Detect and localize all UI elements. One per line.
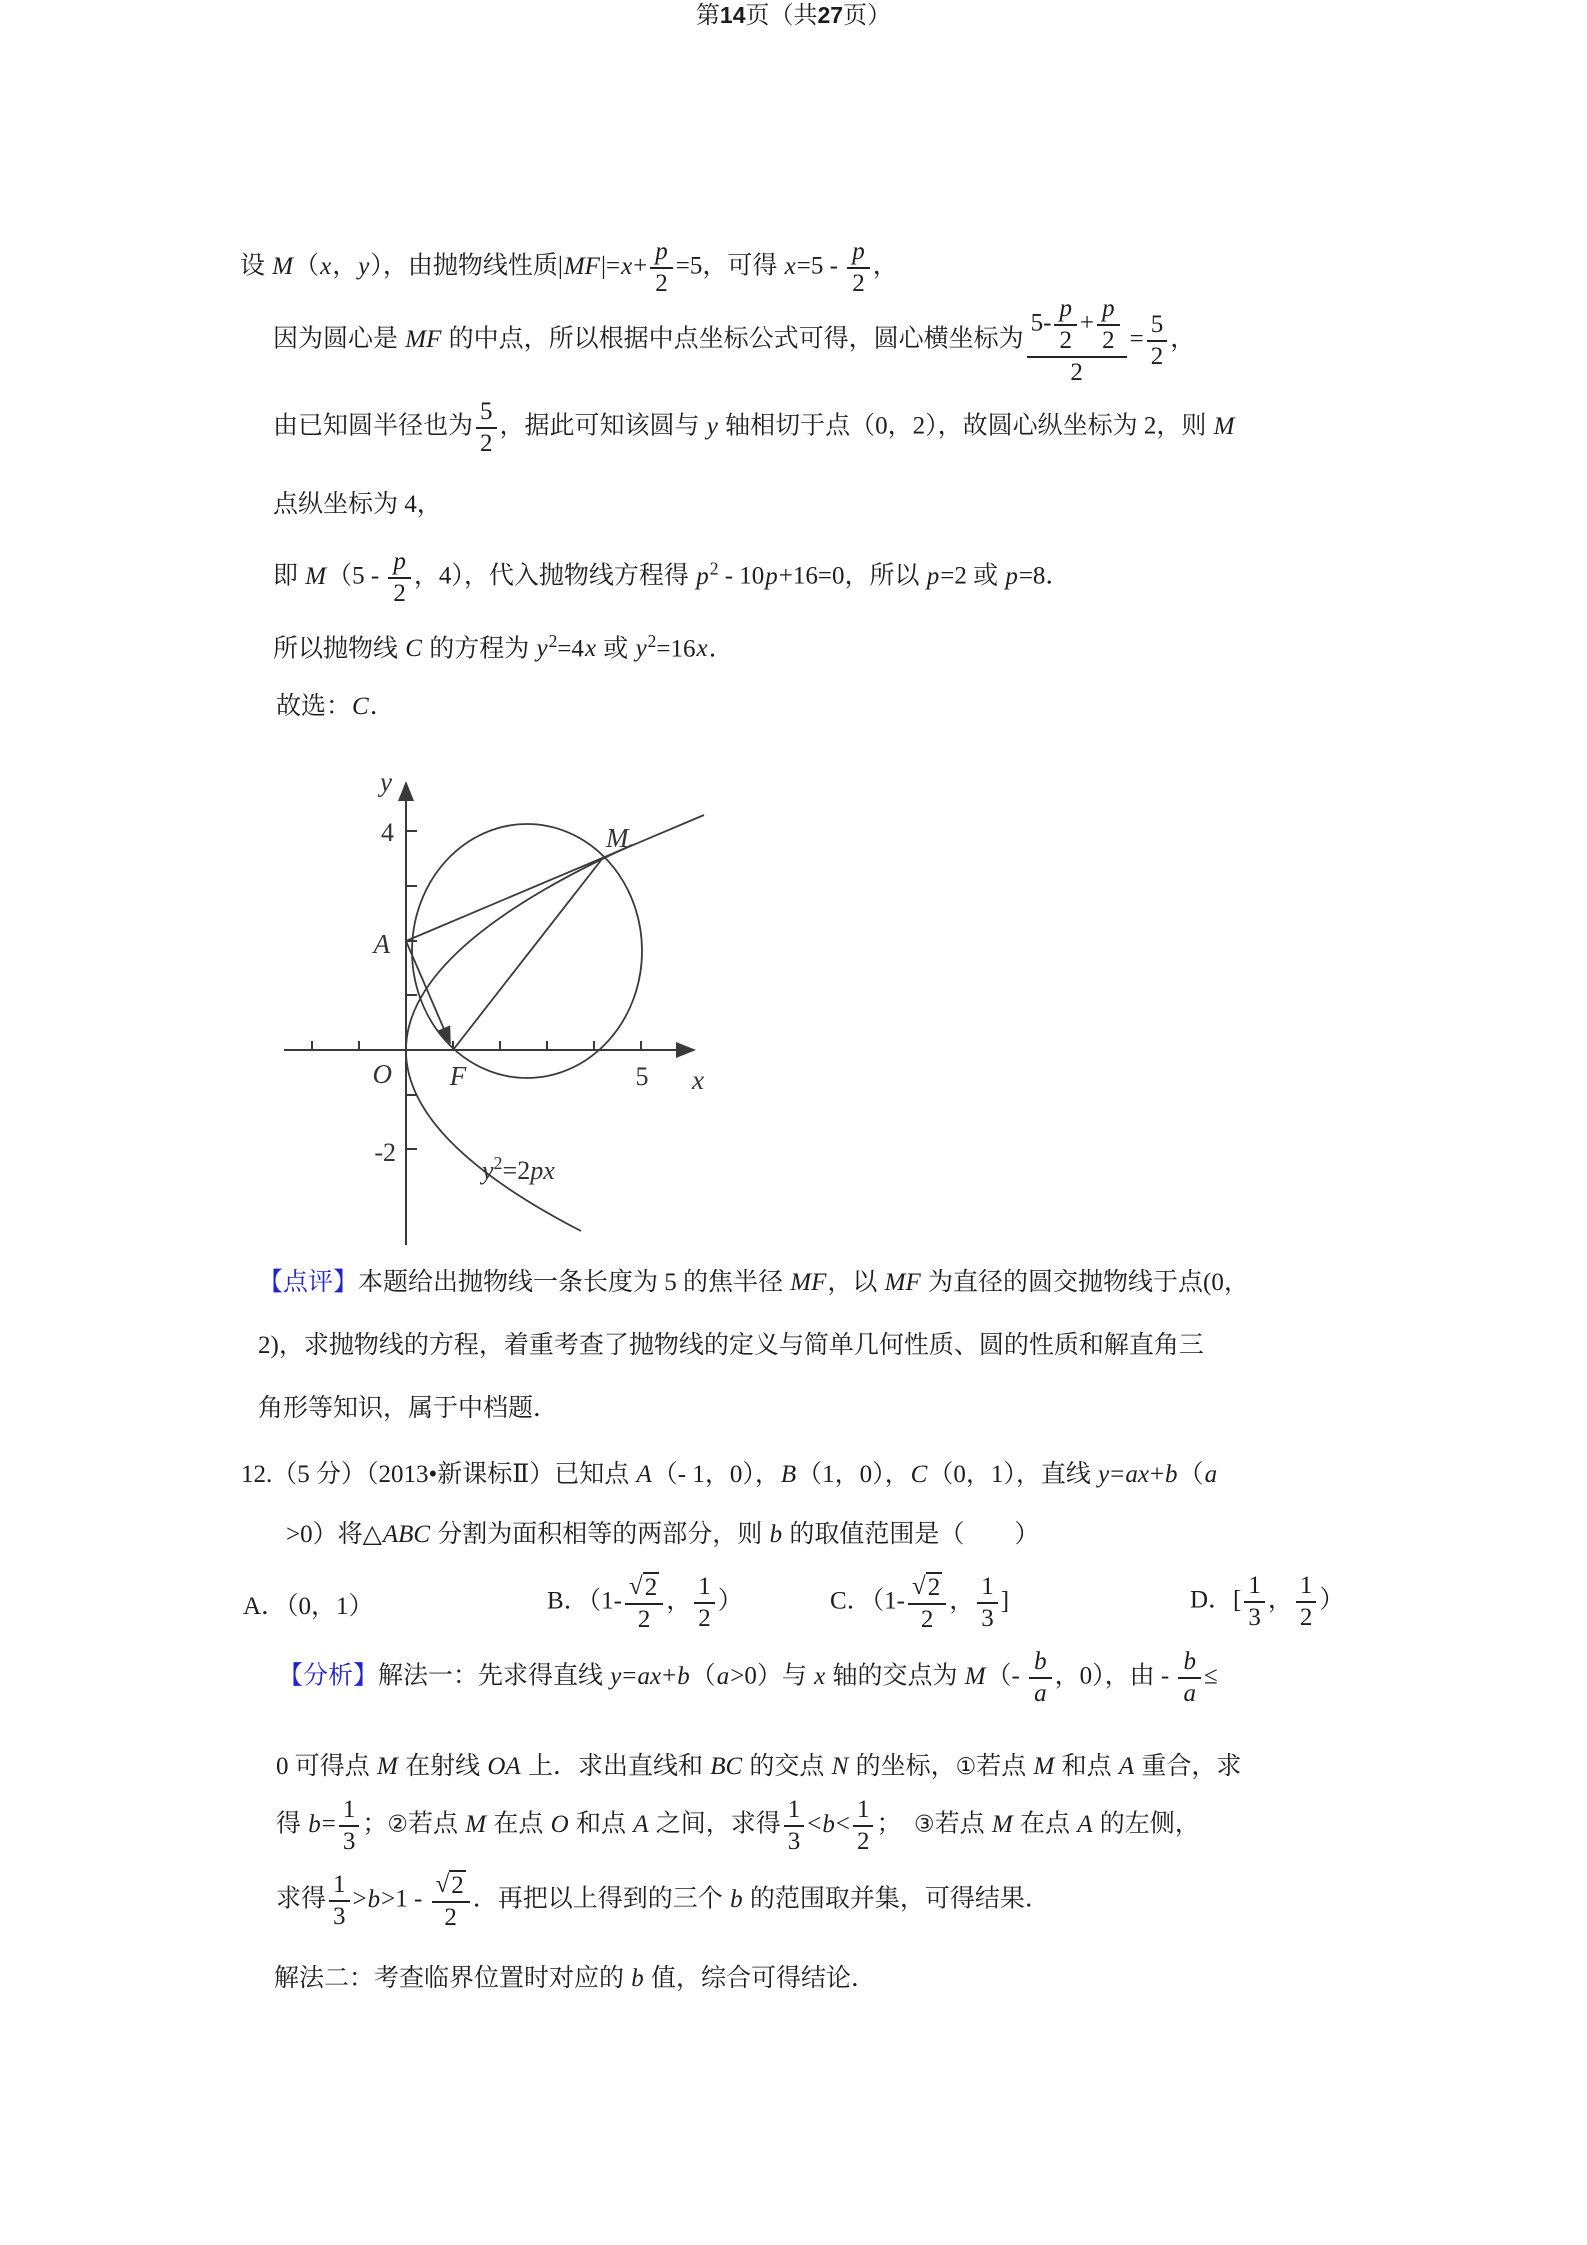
solution-line-1: 设 M（x，y），由抛物线性质|MF|=x+ $\frac{p}{2}$ =5，可得 x=5 - $\frac{p}{2}$ ， — [240, 238, 898, 297]
problem-12-line-1: 12.（5 分）（2013•新课标Ⅱ）已知点 A（- 1，0），B（1，0），C（0，1），直线 y=ax+b（a — [241, 1461, 1218, 1488]
parabola-circle-figure — [280, 763, 720, 1255]
tick-label-neg2: -2 — [374, 1138, 396, 1167]
solution-answer: 故选：C． — [276, 693, 395, 720]
comment-line-3: 角形等知识，属于中档题． — [258, 1395, 559, 1422]
line-A-M-extended — [406, 815, 704, 941]
option-c: C．（1- $\frac{√2}{2}$ ， $\frac{1}{3}$ ] — [830, 1573, 1010, 1633]
tick-label-4: 4 — [381, 818, 394, 847]
figure-canvas — [280, 763, 720, 1255]
page-number-footer: 第14页（共27页） — [695, 2, 892, 29]
focus-label: F — [449, 1061, 467, 1091]
solution-line-4: 点纵坐标为 4， — [273, 491, 442, 518]
origin-label: O — [372, 1059, 392, 1089]
x-axis-label: x — [692, 1065, 704, 1095]
option-d: D．[ $\frac{1}{3}$ ， $\frac{1}{2}$ ） — [1190, 1572, 1345, 1631]
circle-MF-diameter — [412, 824, 642, 1078]
option-b: B．（1- $\frac{√2}{2}$ ， $\frac{1}{2}$ ） — [547, 1573, 743, 1633]
analysis-line-1: 【分析】解法一：先求得直线 y=ax+b（a>0）与 x 轴的交点为 M（- $\frac{b}{a}$ ，0），由 - $\frac{b}{a}$ ≤ — [278, 1648, 1218, 1707]
option-a: A．（0，1） — [243, 1593, 374, 1620]
line-F-M — [453, 859, 602, 1050]
solution-line-5: 即 M（5 - $\frac{p}{2}$ ，4），代入抛物线方程得 $p^2 - 10p+16=0$，所以 p=2 或 p=8． — [273, 548, 1071, 607]
x-axis-ticks — [312, 1041, 641, 1050]
line-A-F — [406, 941, 450, 1043]
tick-label-5: 5 — [635, 1062, 649, 1091]
point-label-A: A — [373, 929, 390, 959]
solution-line-3: 由已知圆半径也为 $\frac{5}{2}$ ，据此可知该圆与 y 轴相切于点（0，2），故圆心纵坐标为 2，则 M — [273, 398, 1235, 457]
analysis-line-3: 得 b= $\frac{1}{3}$ ；②若点 M 在点 O 和点 A 之间，求得 $\frac{1}{3}$ <b< $\frac{1}{2}$ ； ③若点 M 在点 A 的左侧， — [276, 1796, 1200, 1855]
problem-12-line-2: >0）将△ABC 分割为面积相等的两部分，则 b 的取值范围是（ ） — [286, 1521, 1040, 1548]
y-axis-label: y — [380, 767, 392, 797]
point-label-M: M — [606, 823, 629, 853]
parabola-equation-label: $y^2=2px$ — [482, 1153, 555, 1185]
comment-line-2: 2)，求抛物线的方程，着重考查了抛物线的定义与简单几何性质、圆的性质和解直角三 — [258, 1332, 1204, 1359]
method-2-line: 解法二：考查临界位置时对应的 b 值，综合可得结论． — [274, 1965, 877, 1992]
analysis-line-4: 求得 $\frac{1}{3}$ >b>1 - $\frac{√2}{2}$ ．再把以上得到的三个 b 的范围取并集，可得结果． — [276, 1871, 1050, 1931]
comment-line-1: 【点评】本题给出抛物线一条长度为 5 的焦半径 MF，以 MF 为直径的圆交抛物线于点(0， — [258, 1269, 1249, 1296]
solution-line-6: 所以抛物线 C 的方程为 $y^2=4x$ 或 $y^2=16x$． — [273, 631, 734, 663]
y-axis-ticks — [406, 831, 417, 1149]
analysis-line-2: 0 可得点 M 在射线 OA 上．求出直线和 BC 的交点 N 的坐标，①若点 M 和点 A 重合，求 — [276, 1753, 1242, 1780]
solution-line-2: 因为圆心是 MF 的中点，所以根据中点坐标公式可得，圆心横坐标为 5- $\frac{p}{2}$ + $\frac{p}{2}$ 2 = $\frac{5}{2}$ ， — [273, 295, 1196, 386]
